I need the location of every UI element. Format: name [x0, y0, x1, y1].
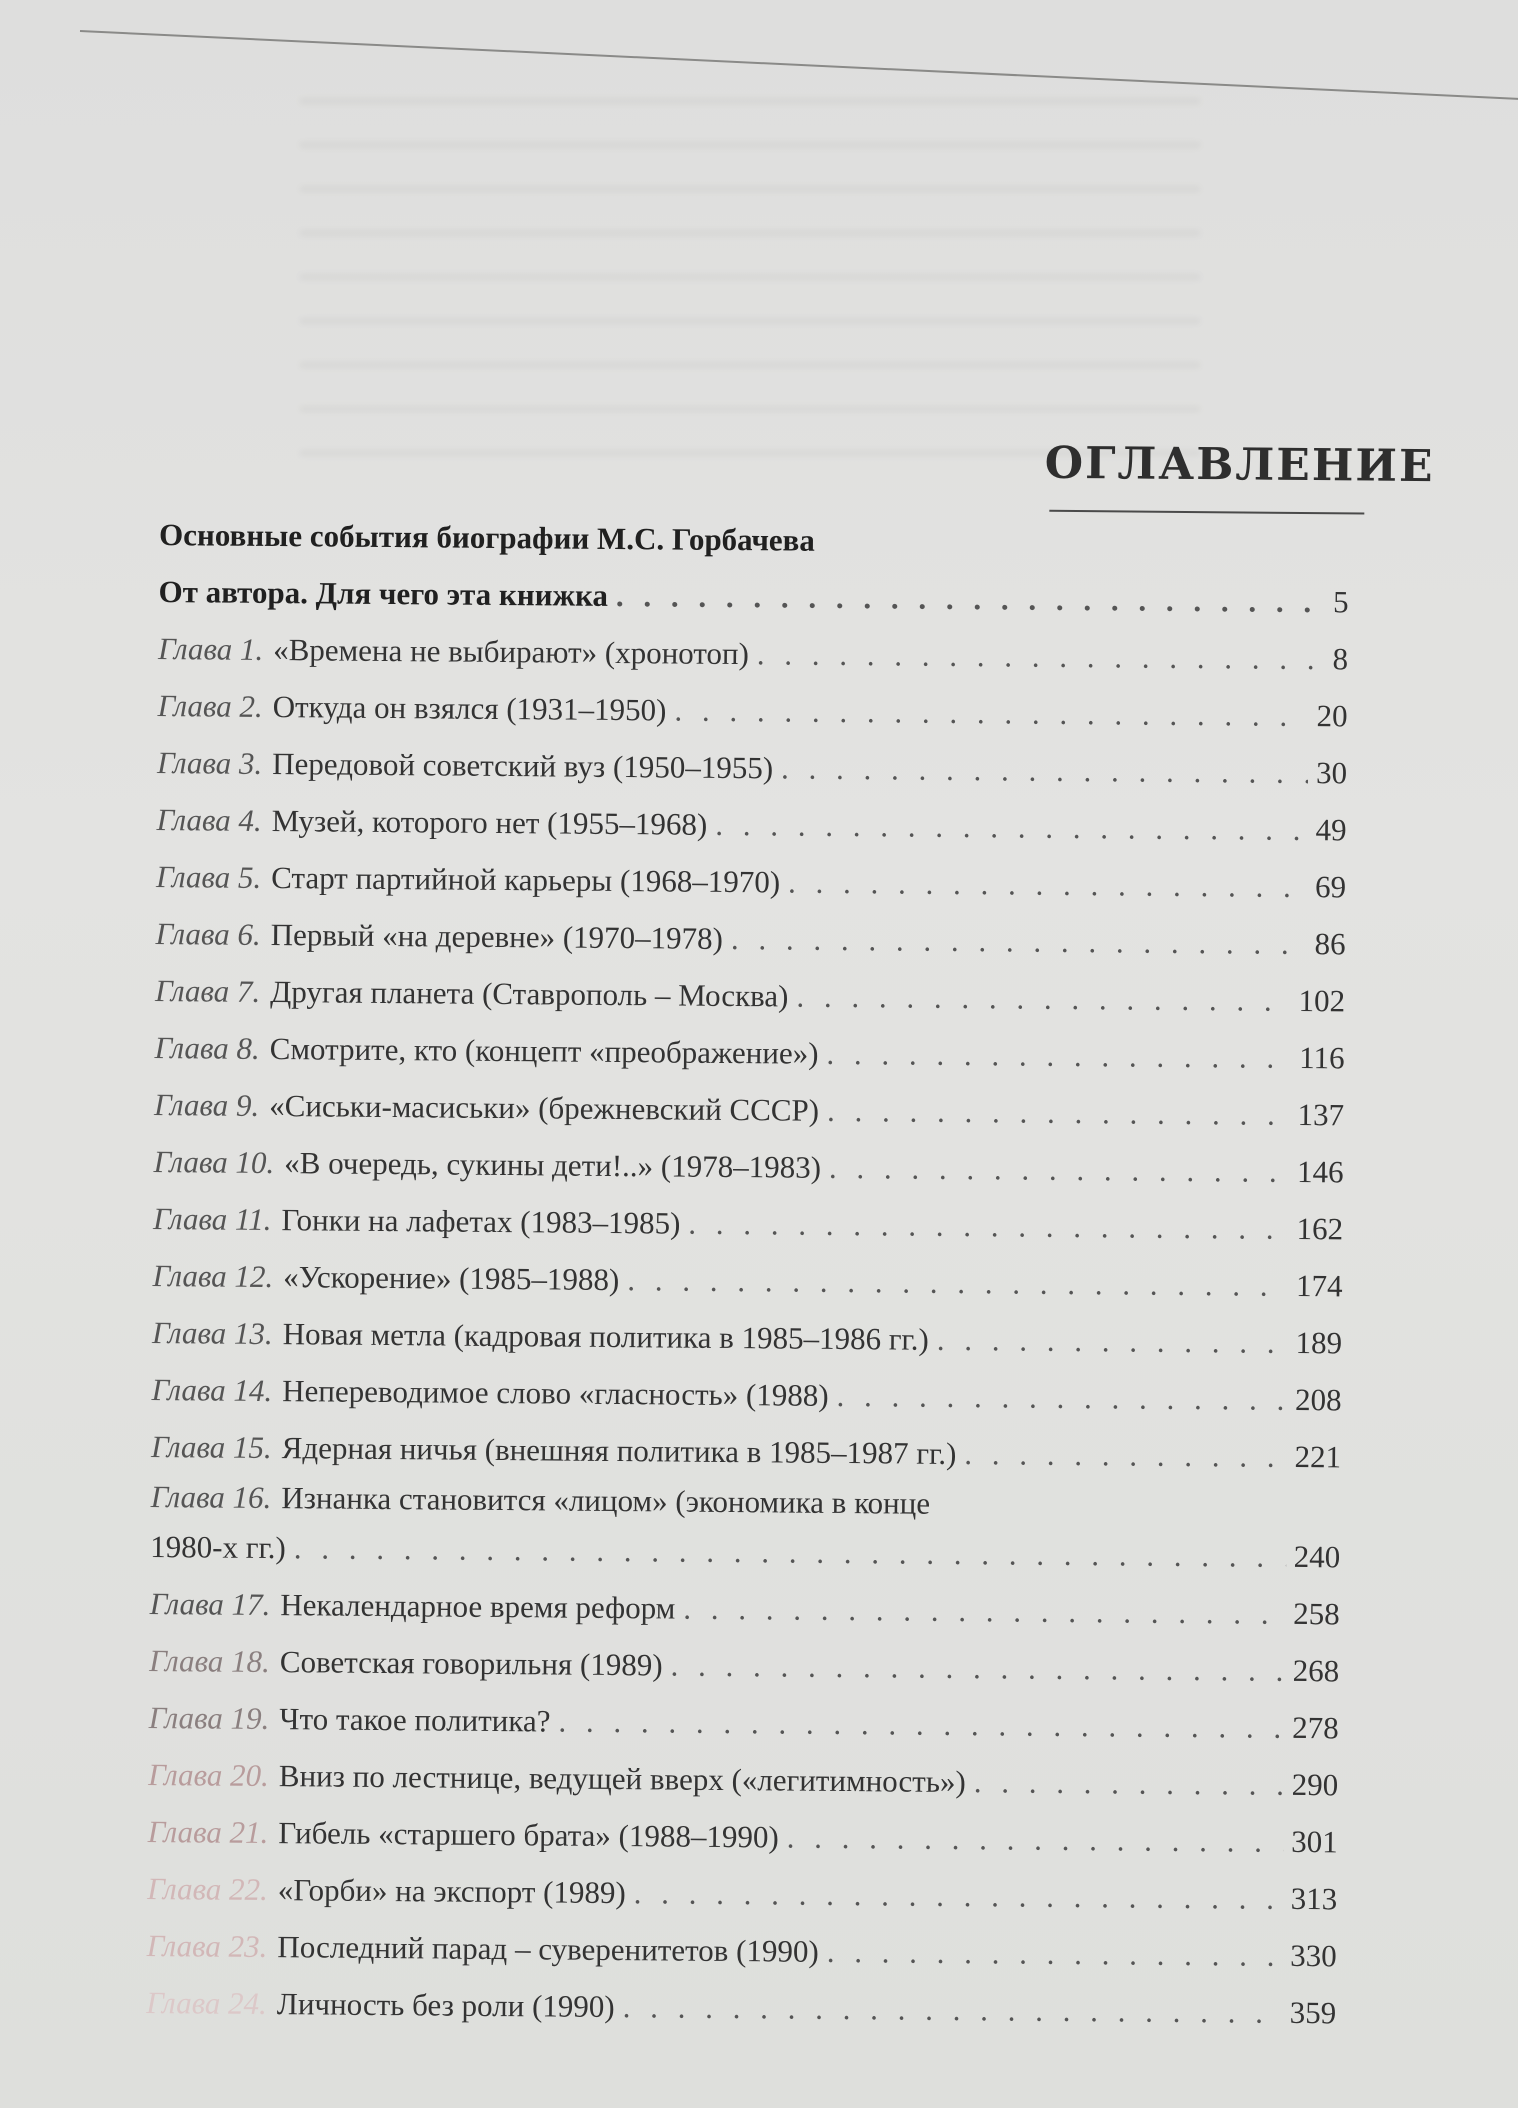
chapter-title: Изнанка становится «лицом» (экономика в конце: [281, 1480, 931, 1521]
page-number: 301: [1291, 1823, 1338, 1860]
chapter-label: Глава 7.: [154, 972, 261, 1009]
chapter-title-continuation: 1980-х гг.): [150, 1528, 286, 1566]
page-number: 49: [1315, 812, 1347, 848]
chapter-title: Старт партийной карьеры (1968–1970): [271, 859, 781, 900]
dot-leader: [836, 1367, 1287, 1428]
page-number: 359: [1289, 1994, 1337, 2031]
toc-entry: [157, 677, 1347, 744]
chapter-label: Глава 12.: [152, 1257, 274, 1295]
chapter-label: Глава 10.: [153, 1143, 275, 1181]
chapter-label: Глава 21.: [147, 1813, 269, 1850]
page-number: 69: [1314, 869, 1347, 905]
chapter-label: Глава 11.: [152, 1200, 272, 1238]
chapter-label: Глава 2.: [157, 687, 263, 724]
page-number: 313: [1290, 1880, 1338, 1917]
dot-leader: [827, 1082, 1290, 1143]
page-number: 162: [1296, 1210, 1344, 1247]
toc-entry: [157, 734, 1347, 801]
chapter-title: «Ускорение» (1985–1988): [283, 1259, 620, 1298]
chapter-title: От автора. Для чего эта книжка: [158, 573, 609, 613]
chapter-title: Откуда он взялся (1931–1950): [272, 688, 667, 728]
chapter-title: Другая планета (Ставрополь – Москва): [270, 973, 789, 1014]
dot-leader: [796, 968, 1291, 1029]
chapter-title: Первый «на деревне» (1970–1978): [270, 916, 724, 956]
toc-entry: [149, 1689, 1339, 1756]
dot-leader: [670, 1637, 1285, 1699]
toc-entry: [147, 1917, 1337, 1984]
page-number: 290: [1291, 1766, 1339, 1803]
dot-leader: [974, 1753, 1284, 1813]
dot-leader: [674, 682, 1309, 745]
chapter-title: Смотрите, кто (концепт «преображение»): [269, 1030, 819, 1071]
toc-entry: [152, 1304, 1342, 1371]
chapter-label: Глава 9.: [153, 1086, 260, 1123]
toc-entry: [158, 620, 1348, 687]
chapter-title: Что такое политика?: [279, 1701, 551, 1739]
page-number: 208: [1294, 1381, 1342, 1418]
toc-entry: [151, 1361, 1341, 1428]
chapter-label: Глава 14.: [151, 1371, 273, 1409]
page-number: 174: [1295, 1267, 1343, 1304]
toc-entry: [154, 1076, 1344, 1143]
page-number: 146: [1296, 1153, 1344, 1190]
toc-entry: [148, 1803, 1338, 1870]
dot-leader: [788, 853, 1307, 915]
chapter-label: Глава 15.: [150, 1428, 272, 1466]
dot-leader: [627, 1251, 1288, 1314]
chapter-label: Глава 5.: [155, 858, 262, 895]
page-number: 5: [1332, 584, 1349, 620]
chapter-label: Глава 19.: [148, 1699, 270, 1737]
toc-entry: [152, 1247, 1342, 1314]
page-number: 20: [1316, 698, 1348, 734]
dot-leader: [781, 739, 1308, 801]
dot-leader: [634, 1864, 1283, 1927]
dot-leader: [558, 1693, 1284, 1756]
chapter-title: Гибель «старшего брата» (1988–1990): [278, 1815, 779, 1855]
chapter-title: «Горби» на экспорт (1989): [277, 1872, 626, 1911]
toc-entry: [148, 1746, 1338, 1813]
toc-entry: [153, 1190, 1343, 1257]
dot-leader: [683, 1580, 1285, 1642]
page-number: 258: [1293, 1595, 1340, 1632]
toc-entry-first-line: [150, 1475, 1340, 1529]
show-through-text: [300, 60, 1200, 480]
chapter-title: Новая метла (кадровая политика в 1985–1986 гг.): [282, 1316, 929, 1357]
chapter-label: Глава 23.: [146, 1927, 268, 1964]
toc-entry: [147, 1860, 1337, 1927]
toc-entry: [156, 848, 1346, 915]
page-number: 8: [1332, 641, 1349, 677]
chapter-label: Глава 18.: [149, 1642, 271, 1680]
chapter-label: Глава 22.: [147, 1870, 269, 1907]
toc-entry: [159, 506, 1349, 573]
chapter-label: Глава 3.: [156, 744, 263, 781]
chapter-title: Непереводимое слово «гласность» (1988): [282, 1373, 829, 1413]
toc-heading: ОГЛАВЛЕНИЕ: [1044, 437, 1435, 493]
chapter-label: Глава 8.: [154, 1029, 260, 1066]
chapter-label: Глава 4.: [156, 801, 262, 838]
toc-entry: [154, 1019, 1344, 1086]
page-number: 86: [1314, 926, 1346, 962]
page-number: 30: [1315, 755, 1348, 791]
toc-entry: [158, 563, 1348, 630]
toc-list: [146, 506, 1349, 2041]
chapter-title: Последний парад – суверенитетов (1990): [277, 1929, 819, 1969]
chapter-label: Глава 1.: [157, 630, 264, 667]
dot-leader: [688, 1195, 1289, 1257]
dot-leader: [937, 1311, 1288, 1371]
dot-leader: [829, 1139, 1290, 1200]
dot-leader: [787, 1809, 1284, 1870]
page-number: 102: [1298, 982, 1346, 1019]
page-number: 116: [1299, 1039, 1345, 1076]
dot-leader: [731, 910, 1307, 972]
page-number: 137: [1297, 1096, 1345, 1133]
chapter-title: Вниз по лестнице, ведущей вверх («легитимность»): [278, 1758, 966, 1800]
chapter-title: Основные события биографии М.С. Горбачева: [158, 516, 816, 558]
page-number: 268: [1292, 1652, 1340, 1689]
toc-entry: [151, 1418, 1341, 1485]
toc-entry: [149, 1632, 1339, 1699]
chapter-title: Советская говорильня (1989): [279, 1644, 663, 1683]
chapter-label: Глава 17.: [149, 1585, 271, 1623]
page-number: 278: [1292, 1709, 1339, 1746]
chapter-label: Глава 16.: [150, 1478, 272, 1516]
dot-leader: [757, 625, 1325, 687]
chapter-label: Глава 6.: [155, 915, 261, 952]
dot-leader: [826, 1025, 1291, 1086]
chapter-title: Музей, которого нет (1955–1968): [271, 802, 708, 842]
chapter-title: «Времена не выбирают» (хронотоп): [273, 631, 750, 672]
chapter-title: Личность без роли (1990): [276, 1986, 615, 2025]
dot-leader: [622, 1978, 1282, 2041]
dot-leader: [294, 1526, 1286, 1579]
page-number: 330: [1290, 1937, 1337, 1974]
chapter-title: Гонки на лафетах (1983–1985): [281, 1202, 681, 1241]
chapter-title: Передовой советский вуз (1950–1955): [272, 745, 774, 786]
page-number: 240: [1293, 1538, 1341, 1575]
chapter-title: Ядерная ничья (внешняя политика в 1985–1987 гг.): [281, 1430, 957, 1471]
toc-entry: [146, 1974, 1336, 2041]
page-number: 189: [1295, 1324, 1343, 1361]
toc-entry: [156, 791, 1346, 858]
toc-entry: [155, 962, 1345, 1029]
chapter-label: Глава 13.: [151, 1314, 273, 1352]
chapter-title: «В очередь, сукины дети!..» (1978–1983): [284, 1145, 822, 1185]
chapter-title: Некалендарное время реформ: [280, 1587, 676, 1626]
toc-entry: [155, 905, 1345, 972]
dot-leader: [616, 567, 1326, 630]
page-number: 221: [1294, 1438, 1342, 1475]
chapter-title: «Сиськи-масиськи» (брежневский СССР): [269, 1087, 820, 1128]
dot-leader: [715, 796, 1308, 858]
toc-entry: [150, 1575, 1340, 1642]
toc-entry: [153, 1133, 1343, 1200]
dot-leader: [964, 1425, 1287, 1485]
toc-entry: [150, 1475, 1341, 1585]
chapter-label: Глава 20.: [148, 1756, 270, 1794]
dot-leader: [827, 1923, 1283, 1984]
chapter-label: Глава 24.: [146, 1984, 268, 2021]
